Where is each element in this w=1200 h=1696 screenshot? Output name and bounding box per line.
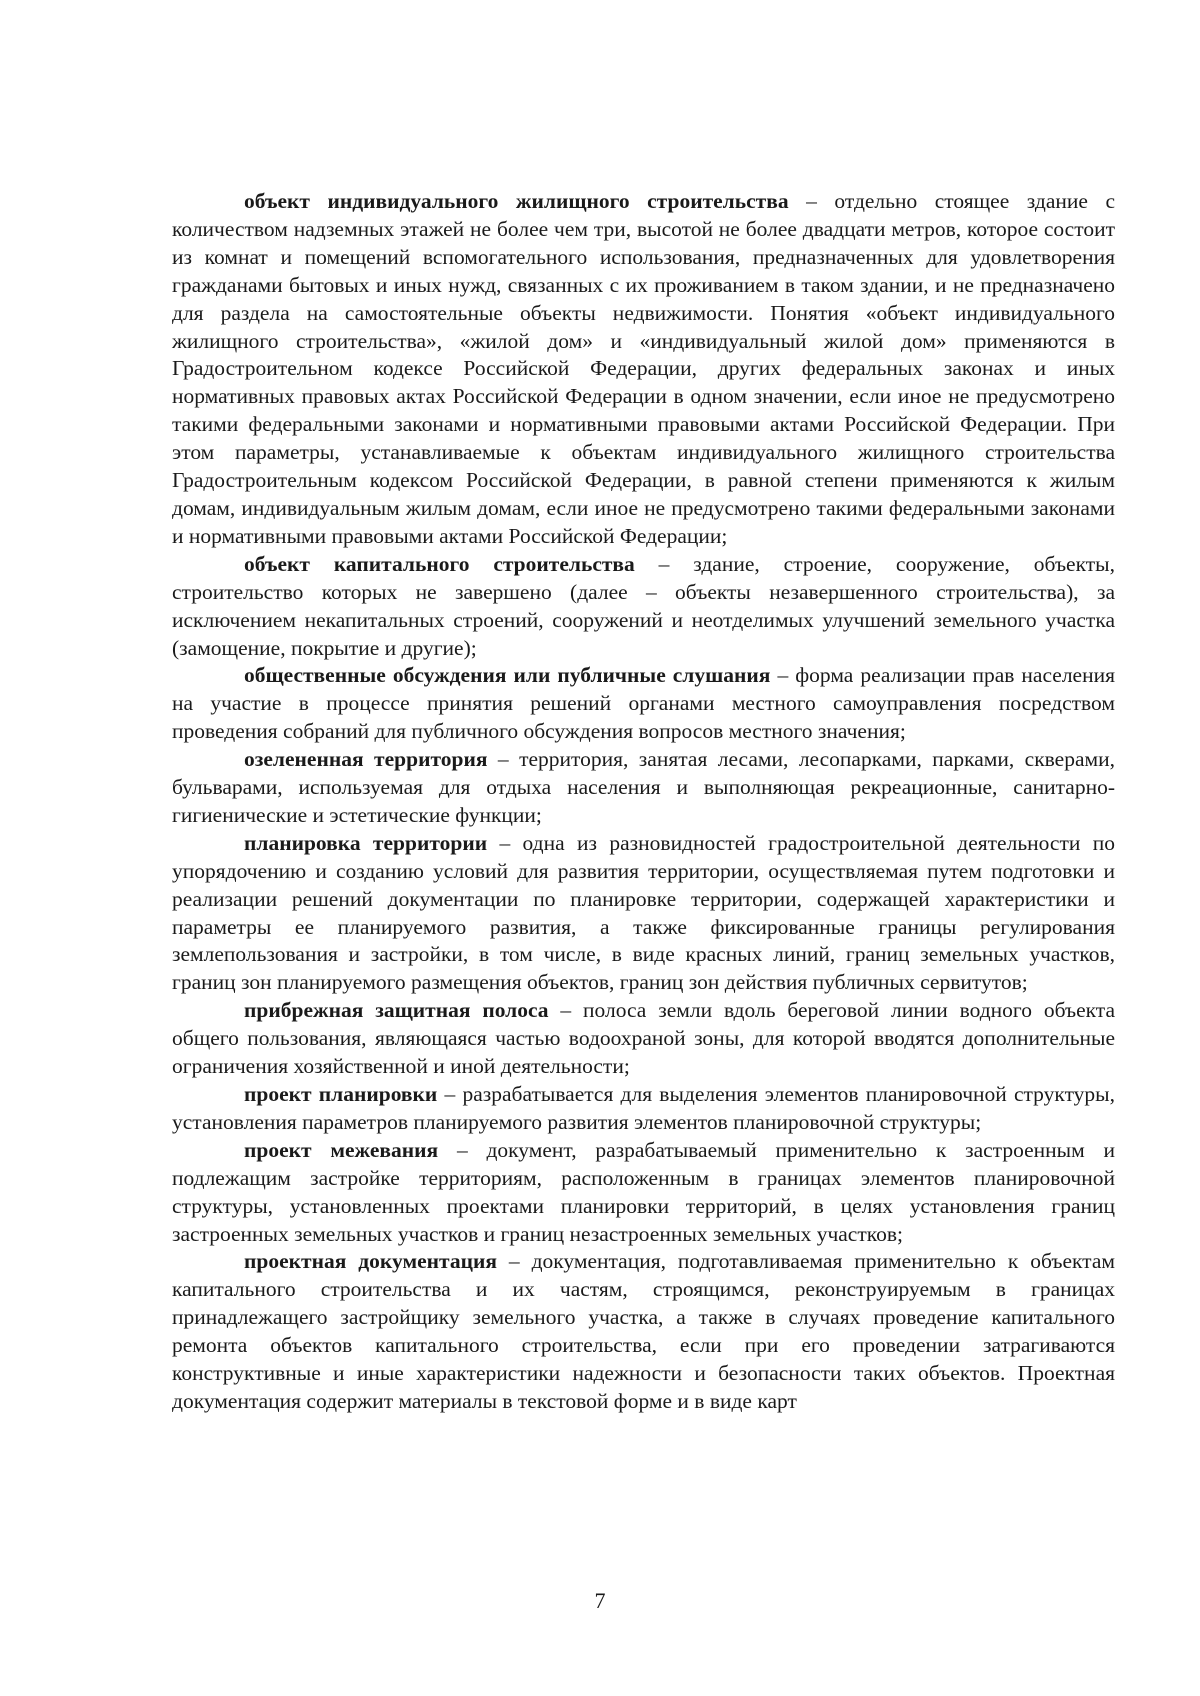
definition-text: – документ, разрабатываемый применительно к застроенным и подлежащим застройке территориям, расположенным в границах элементов планировочной структуры, установленных проектами планировки территорий, в целях установления границ застроенных земельных участков и границ незастроенных земельных участков; bbox=[172, 1137, 1115, 1246]
definition-paragraph bbox=[172, 188, 1115, 551]
defined-term: прибрежная защитная полоса bbox=[244, 998, 549, 1023]
definition-text: – одна из разновидностей градостроительной деятельности по упорядочению и созданию условий для развития территории, осуществляемая путем подготовки и реализации решений документации по планировке территории, содержащей характеристики и параметры ее планируемого развития, а также фиксированные границы регулирования землепользования и застройки, в том числе, в виде красных линий, границ земельных участков, границ зон планируемого размещения объектов, границ зон действия публичных сервитутов; bbox=[172, 830, 1115, 995]
defined-term: объект индивидуального жилищного строительства bbox=[244, 189, 789, 213]
definition-paragraph bbox=[172, 1081, 1115, 1137]
defined-term: общественные обсуждения или публичные слушания bbox=[244, 663, 771, 688]
definition-text: – отдельно стоящее здание с количеством надземных этажей не более чем три, высотой не более двадцати метров, которое состоит из комнат и помещений вспомогательного использования, предназначенных для удовлетворения гражданами бытовых и иных нужд, связанных с их проживанием в таком здании, и не предназначено для раздела на самостоятельные объекты недвижимости. Понятия «объект индивидуального жилищного строительства», «жилой дом» и «индивидуальный жилой дом» применяются в Градостроительном кодексе Российской Федерации, других федеральных законах и иных нормативных правовых актах Российской Федерации в одном значении, если иное не предусмотрено такими федеральными законами и нормативными правовыми актами Российской Федерации. При этом параметры, устанавливаемые к объектам индивидуального жилищного строительства Градостроительным кодексом Российской Федерации, в равной степени применяются к жилым домам, индивидуальным жилым домам, если иное не предусмотрено такими федеральными законами и нормативными правовыми актами Российской Федерации; bbox=[172, 189, 1115, 548]
definition-paragraph bbox=[172, 1137, 1115, 1249]
definition-paragraph bbox=[172, 662, 1115, 746]
document-body bbox=[172, 188, 1115, 1416]
defined-term: проектная документация bbox=[244, 1249, 497, 1274]
definition-paragraph bbox=[172, 551, 1115, 663]
definition-paragraph bbox=[172, 1248, 1115, 1415]
definition-text: – документация, подготавливаемая применительно к объектам капитального строительства и их частям, строящимся, реконструируемым в границах принадлежащего застройщику земельного участка, а также в случаях проведение капитального ремонта объектов капитального строительства, если при его проведении затрагиваются конструктивные и иные характеристики надежности и безопасности таких объектов. Проектная документация содержит материалы в текстовой форме и в виде карт bbox=[172, 1249, 1115, 1413]
definition-text: – форма реализации прав населения на участие в процессе принятия решений органами местного самоуправления посредством проведения собраний для публичного обсуждения вопросов местного значения; bbox=[172, 663, 1115, 744]
defined-term: озелененная территория bbox=[244, 747, 488, 772]
definition-text: – разрабатывается для выделения элементов планировочной структуры, установления параметров планируемого развития элементов планировочной структуры; bbox=[172, 1082, 1115, 1134]
definition-paragraph bbox=[172, 830, 1115, 997]
page-number: 7 bbox=[594, 1588, 606, 1613]
definition-text: – полоса земли вдоль береговой линии водного объекта общего пользования, являющаяся частью водоохраной зоны, для которой вводятся дополнительные ограничения хозяйственной и иной деятельности; bbox=[172, 998, 1116, 1079]
defined-term: объект капитального строительства bbox=[244, 551, 635, 576]
defined-term: проект межевания bbox=[244, 1137, 439, 1162]
definition-paragraph bbox=[172, 997, 1115, 1081]
definition-text: – территория, занятая лесами, лесопарками, парками, скверами, бульварами, используемая для отдыха населения и выполняющая рекреационные, санитарно-гигиенические и эстетические функции; bbox=[172, 747, 1115, 827]
definition-paragraph bbox=[172, 746, 1115, 830]
definition-text: – здание, строение, сооружение, объекты, строительство которых не завершено (далее – объекты незавершенного строительства), за исключением некапитальных строений, сооружений и неотделимых улучшений земельного участка (замощение, покрытие и другие); bbox=[172, 551, 1115, 660]
defined-term: планировка территории bbox=[244, 830, 488, 855]
defined-term: проект планировки bbox=[244, 1082, 438, 1106]
